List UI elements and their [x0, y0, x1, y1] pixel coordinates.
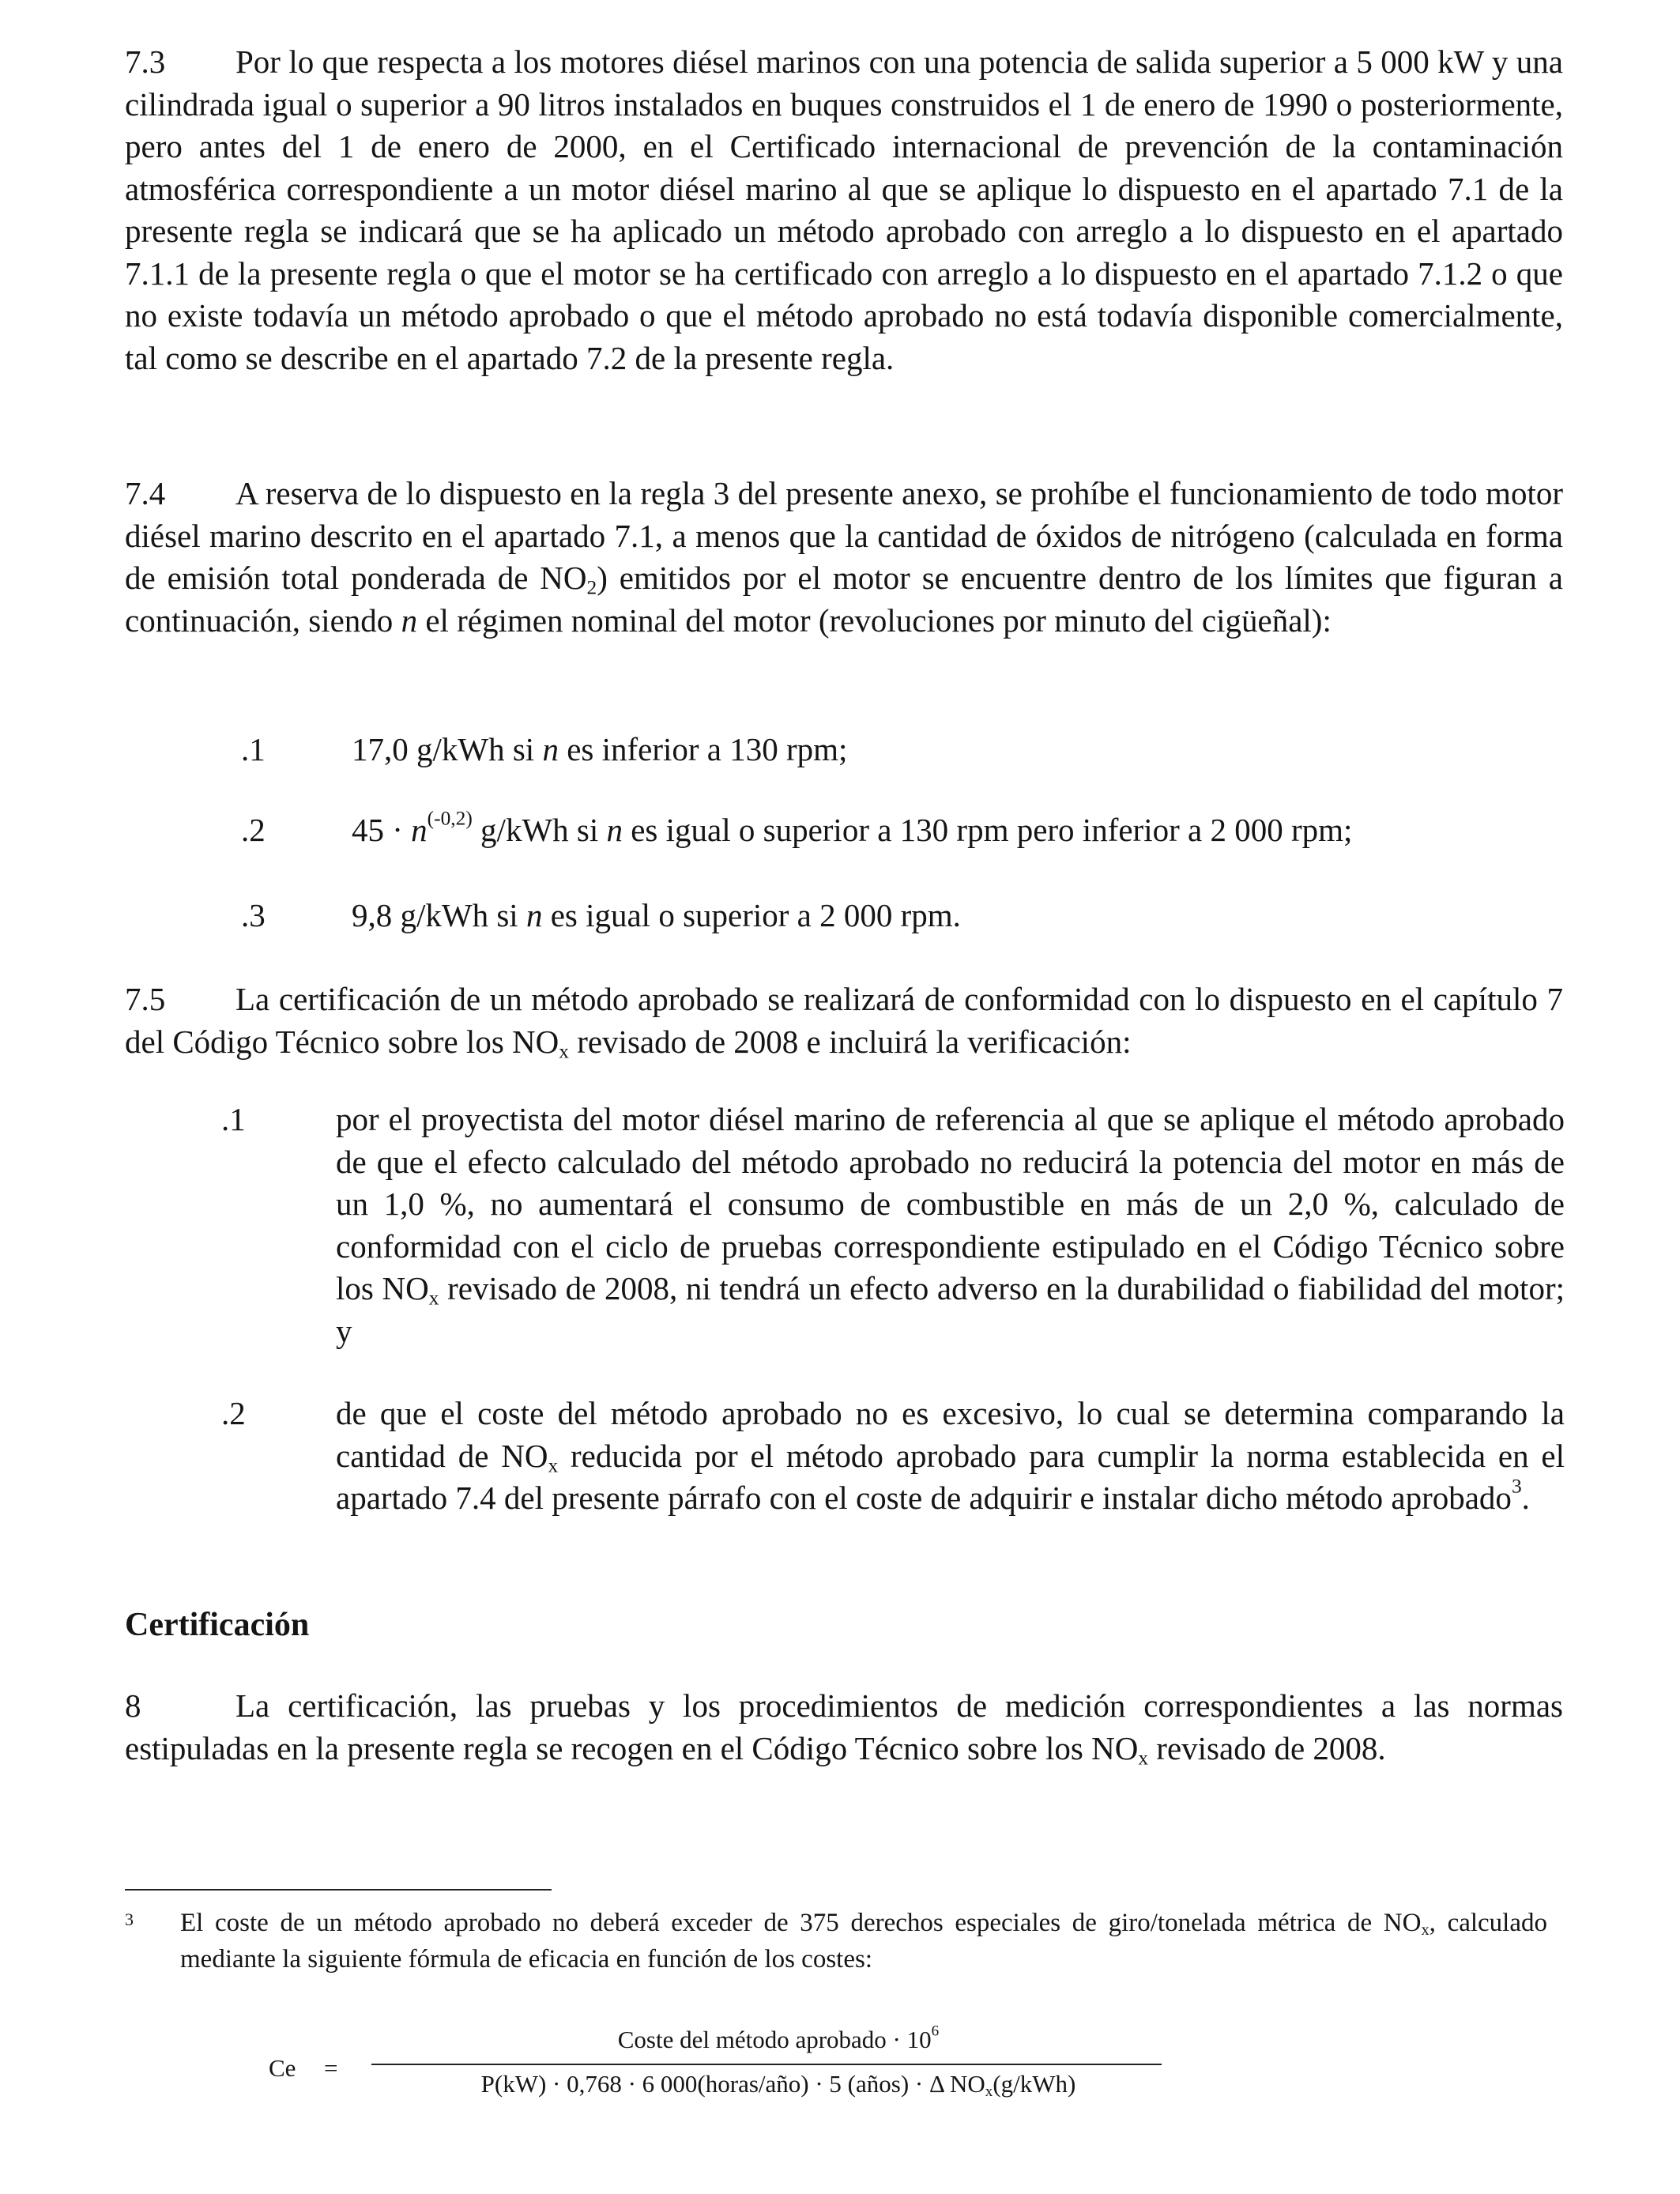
- verification-item-2: .2 de que el coste del método aprobado no es excesivo, lo cual se determina comparando la cantidad de $NO_x$ reducida por el método aprobado para cumplir la norma establecida en el apartado 7.4 del presente párrafo con el coste de adquirir e instalar dicho método aprobado$^3$.: [221, 1395, 1565, 1516]
- formula-denominator: P(kW) · 0,768 · 6 000(horas/año) · 5 (años) · Δ $NO_x(g/kWh)$: [480, 2070, 1076, 2100]
- formula-equals: =: [324, 2054, 338, 2082]
- footnote: 3 El coste de un método aprobado no deberá exceder de 375 derechos especiales de giro/tonelada métrica de $NO_x$, calculado mediante la siguiente fórmula de eficacia en función de los costes:: [125, 1905, 1547, 1977]
- paragraph-text: Por lo que respecta a los motores diésel marinos con una potencia de salida superior a 5 000 kW y una cilindrada igual o superior a 90 litros instalados en buques construidos el 1 de enero de 1990 o posteriormente, pero antes del 1 de enero de 2000, en el Certificado internacional de prevención de la contaminación atmosférica correspondiente a un motor diésel marino al que se aplique lo dispuesto en el apartado 7.1 de la presente regla se indicará que se ha aplicado un método aprobado con arreglo a lo dispuesto en el apartado 7.1.1 de la presente regla o que el motor se ha certificado con arreglo a lo dispuesto en el apartado 7.1.2 o que no existe todavía un método aprobado o que el método aprobado no está todavía disponible comercialmente, tal como se describe en el apartado 7.2 de la presente regla.: [125, 43, 1563, 376]
- paragraph-7-3: [125, 41, 1563, 379]
- paragraph-number: 7.4: [125, 475, 166, 511]
- fraction-bar: [371, 2064, 1162, 2065]
- formula-lhs: Ce: [269, 2054, 296, 2082]
- paragraph-number: 8: [125, 1687, 141, 1724]
- paragraph-8: 8 La certificación, las pruebas y los procedimientos de medición correspondientes a las normas estipuladas en la presente regla se recogen en el Código Técnico sobre los $NO_x$ revisado de 2008.: [125, 1685, 1563, 1770]
- paragraph-number: 7.5: [125, 981, 166, 1017]
- formula-numerator: Coste del método aprobado · $10^6$: [617, 2022, 940, 2053]
- verification-item-1: .1 por el proyectista del motor diésel marino de referencia al que se aplique el método aprobado de que el efecto calculado del método aprobado no reducirá la potencia del motor en más de un 1,0 %, no aumentará el consumo de combustible en más de un 2,0 %, calculado de conformidad con el ciclo de pruebas correspondiente estipulado en el Código Técnico sobre los $NO_x$ revisado de 2008, ni tendrá un efecto adverso en la durabilidad o fiabilidad del motor; y: [221, 1101, 1565, 1349]
- footnote-mark: 3: [125, 1909, 134, 1929]
- paragraph-7-4: 7.4 A reserva de lo dispuesto en la regla 3 del presente anexo, se prohíbe el funcionamiento de todo motor diésel marino descrito en el apartado 7.1, a menos que la cantidad de óxidos de nitrógeno (calculada en forma de emisión total ponderada de $NO_2$) emitidos por el motor se encuentre dentro de los límites que figuran a continuación, siendo n el régimen nominal del motor (revoluciones por minuto del cigüeñal):: [125, 473, 1563, 642]
- paragraph-number: 7.3: [125, 43, 166, 80]
- footnote-separator: [125, 1889, 552, 1891]
- document-page: 7.3 Por lo que respecta a los motores diésel marinos con una potencia de salida superior a 5 000 kW y una cilindrada igual o superior a 90 litros instalados en buques construidos el 1 de enero de 1990 o posteriormente, pero antes del 1 de enero de 2000, en el Certificado internacional de prevención de la contaminación atmosférica correspondiente a un motor diésel marino al que se aplique lo dispuesto en el apartado 7.1 de la presente regla se indicará que se ha aplicado un método aprobado con arreglo a lo dispuesto en el apartado 7.1.1 de la presente regla o que el motor se ha certificado con arreglo a lo dispuesto en el apartado 7.1.2 o que no existe todavía un método aprobado o que el método aprobado no está todavía disponible comercialmente, tal como se describe en el apartado 7.2 de la presente regla. 7.4 A reserva de lo dispuesto en la regla 3 del presente anexo, se prohíbe el funcionamiento de todo motor diésel marino descrito en el apartado 7.1, a menos que la cantidad de óxidos de nitrógeno (calculada en forma de emisión total ponderada de $NO_2$) emitidos por el motor se encuentre dentro de los límites que figuran a continuación, siendo n el régimen nominal del motor (revoluciones por minuto del cigüeñal): .1 17,0 g/kWh si n es inferior a 130 rpm; .2 $45 \cdot n^{(-0,2)}$ g/kWh si n es igual o superior a 130 rpm pero inferior a 2 000 rpm; .3 9,8 g/kWh si n es igual o superior a 2 000 rpm. 7.5 La certificación de un método aprobado se realizará de conformidad con lo dispuesto en el capítulo 7 del Código Técnico sobre los $NO_x$ revisado de 2008 e incluirá la verificación: .1 por el proyectista del motor diésel marino de referencia al que se aplique el método aprobado de que el efecto calculado del método aprobado no reducirá la potencia del motor en más de un 1,0 %, no aumentará el consumo de combustible en más de un 2,0 %, calculado de conformidad con el ciclo de pruebas correspondiente estipulado en el Código Técnico sobre los $NO_x$ revisado de 2008, ni tendrá un efecto adverso en la durabilidad o fiabilidad del motor; y .2 de que el coste del método aprobado no es excesivo, lo cual se determina comparando la cantidad de $NO_x$ reducida por el método aprobado para cumplir la norma establecida en el apartado 7.4 del presente párrafo con el coste de adquirir e instalar dicho método aprobado$^3$. Certificación 8 La certificación, las pruebas y los procedimientos de medición correspondientes a las normas estipuladas en la presente regla se recogen en el Código Técnico sobre los $NO_x$ revisado de 2008. 3 El coste de un método aprobado no deberá exceder de 375 derechos especiales de giro/tonelada métrica de $NO_x$, calculado mediante la siguiente fórmula de eficacia en función de los costes: Ce = Coste del método aprobado · $10^6$ P(kW) · 0,768 · 6 000(horas/año) · 5 (años) · Δ $NO_x(g/kWh)$: [0, 0, 1680, 2194]
- paragraph-7-5: 7.5 La certificación de un método aprobado se realizará de conformidad con lo dispuesto en el capítulo 7 del Código Técnico sobre los $NO_x$ revisado de 2008 e incluirá la verificación:: [125, 978, 1563, 1063]
- cost-effectiveness-formula: [269, 2022, 1170, 2113]
- section-heading: Certificación: [125, 1607, 310, 1643]
